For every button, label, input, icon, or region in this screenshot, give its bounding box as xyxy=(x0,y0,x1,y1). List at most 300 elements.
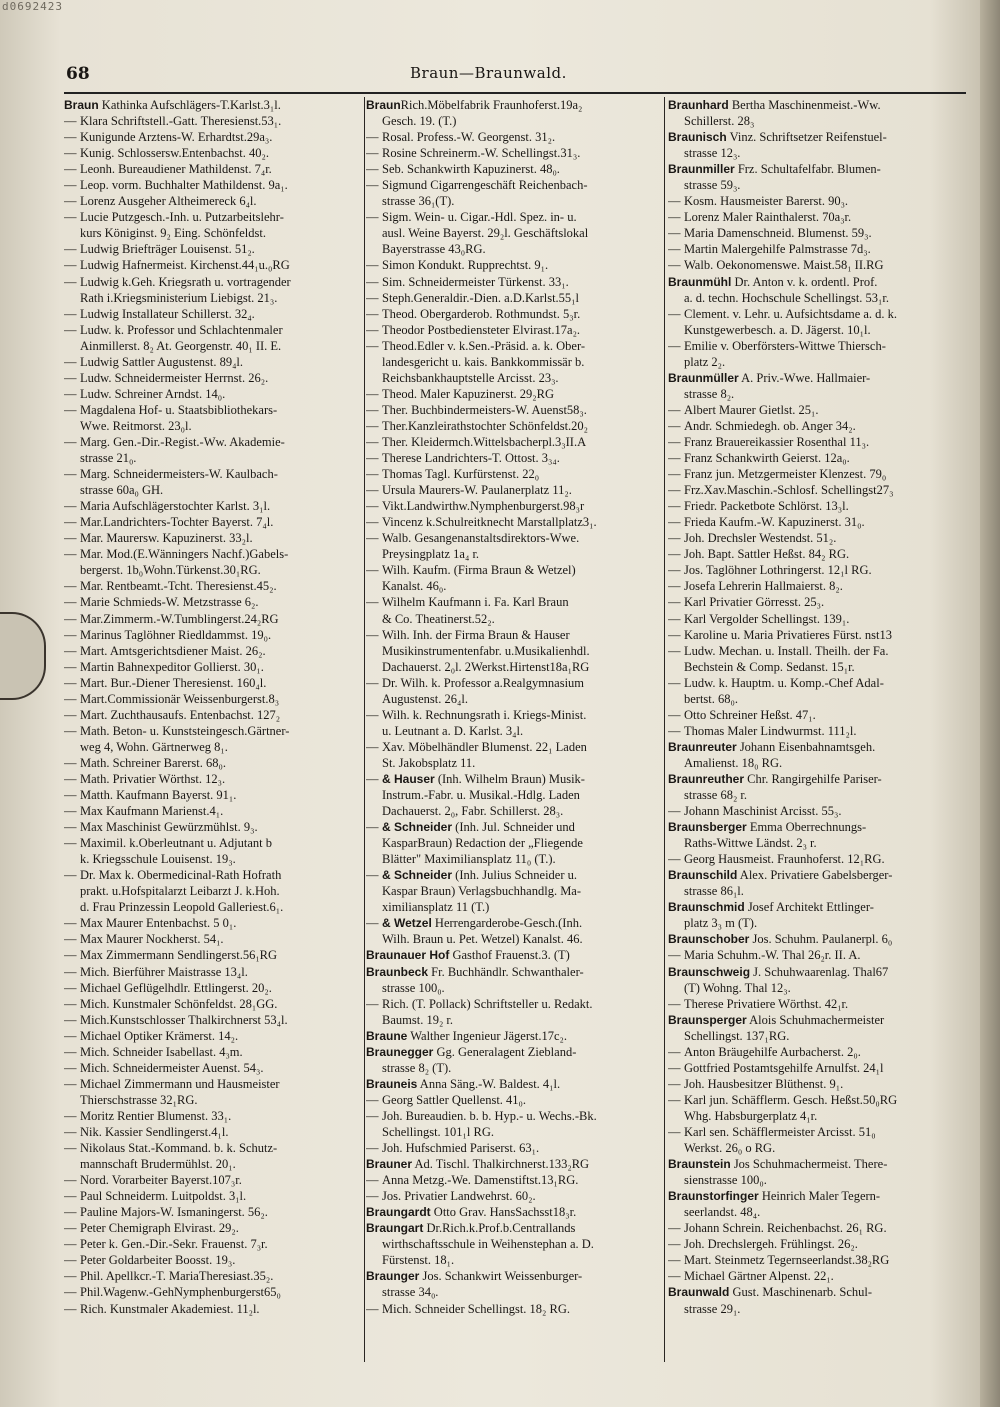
ditto-dash: — xyxy=(668,547,681,562)
scan-serial: d0692423 xyxy=(2,0,63,13)
entry-text: Nik. Kassier Sendlingerst.4₁l. xyxy=(80,1125,229,1139)
directory-entry xyxy=(668,578,966,594)
ditto-dash: — xyxy=(64,627,77,642)
directory-entry xyxy=(64,835,362,851)
ditto-dash: — xyxy=(64,1173,77,1188)
entry-text: Walb. Oekonomenswe. Maist.58₁ II.RG xyxy=(684,258,884,273)
entry-continuation: k. Kriegsschule Louisenst. 19₃. xyxy=(80,852,236,867)
entry-text: Ludw. Schreiner Arndst. 14₀. xyxy=(80,386,226,401)
entry-text: Steph.Generaldir.-Dien. a.D.Karlst.55₁l xyxy=(382,290,580,305)
directory-entry xyxy=(64,1124,362,1140)
entry-text: Mar. Mod.(E.Wänningers Nachf.)Gabels- xyxy=(80,547,289,562)
directory-entry xyxy=(668,1092,966,1108)
ditto-dash: — xyxy=(64,788,77,803)
ditto-dash: — xyxy=(668,434,681,449)
directory-entry xyxy=(366,771,664,787)
entry-text: Therese Privatiere Wörthst. 42₁r. xyxy=(684,996,849,1011)
ditto-dash: — xyxy=(668,563,681,578)
entry-text: Simon Kondukt. Rupprechtst. 9₁. xyxy=(382,258,549,273)
entry-text: Gottfried Postamtsgehilfe Arnulfst. 24₁l xyxy=(684,1060,884,1075)
entry-text: Heinrich Maler Tegern- xyxy=(758,1189,881,1204)
directory-entry xyxy=(366,1092,664,1108)
ditto-dash: — xyxy=(366,916,379,931)
directory-entry xyxy=(668,771,966,787)
directory-entry xyxy=(64,530,362,546)
entry-text: Franz Schankwirth Geierst. 12a₀. xyxy=(684,451,850,466)
directory-entry xyxy=(366,97,664,113)
entry-continuation: seerlandst. 48₄. xyxy=(684,1205,761,1220)
ditto-dash: — xyxy=(64,178,77,193)
ditto-dash: — xyxy=(366,483,379,498)
entry-continuation: Thierschstrasse 32₁RG. xyxy=(80,1092,198,1107)
ditto-dash: — xyxy=(64,306,77,321)
directory-entry xyxy=(668,819,966,835)
entry-text: Walther Ingenieur Jägerst.17c₂. xyxy=(407,1028,568,1043)
entry-text: Mich. Schneider Schellingst. 18₂ RG. xyxy=(382,1301,571,1316)
directory-entry xyxy=(64,498,362,514)
entry-text: Mich. Schneidermeister Auenst. 54₃. xyxy=(80,1060,264,1075)
ditto-dash: — xyxy=(64,354,77,369)
ditto-dash: — xyxy=(64,515,77,530)
directory-entry xyxy=(366,1301,664,1317)
entry-continuation: Raths-Wittwe Ländst. 2₃ r. xyxy=(684,836,817,851)
ditto-dash: — xyxy=(668,451,681,466)
entry-continuation: Bayerstrasse 43₀RG. xyxy=(382,242,486,257)
entry-continuation: Kanalst. 46₀. xyxy=(382,579,447,594)
directory-entry xyxy=(64,1060,362,1076)
ditto-dash: — xyxy=(366,338,379,353)
entry-continuation: Schellingst. 137₁RG. xyxy=(684,1028,790,1043)
directory-entry xyxy=(668,338,966,354)
ditto-dash: — xyxy=(64,1044,77,1059)
directory-entry xyxy=(64,771,362,787)
entry-continuation: wirthschaftsschule in Weihenstephan a. D. xyxy=(382,1237,594,1252)
ditto-dash: — xyxy=(366,1173,379,1188)
entry-text: Rich. Kunstmaler Akademiest. 11₂l. xyxy=(80,1301,260,1316)
directory-entry xyxy=(366,562,664,578)
ditto-dash: — xyxy=(64,1253,77,1268)
ditto-dash: — xyxy=(64,723,77,738)
entry-text: Wilhelm Kaufmann i. Fa. Karl Braun xyxy=(382,595,569,610)
ditto-dash: — xyxy=(668,996,681,1011)
directory-entry xyxy=(366,1156,664,1172)
ditto-dash: — xyxy=(366,627,379,642)
entry-text: Vincenz k.Schulreitknecht Marstallplatz3₁. xyxy=(382,515,597,530)
column-divider xyxy=(664,97,665,1362)
directory-entry xyxy=(64,659,362,675)
directory-entry xyxy=(366,594,664,610)
entry-text: Johann Schrein. Reichenbachst. 26₁ RG. xyxy=(684,1221,887,1236)
directory-entry xyxy=(668,1124,966,1140)
ditto-dash: — xyxy=(64,499,77,514)
entry-continuation: Preysingplatz 1a₄ r. xyxy=(382,547,480,562)
directory-entry xyxy=(64,177,362,193)
directory-entry xyxy=(64,274,362,290)
surname: Braunschild xyxy=(668,868,738,883)
ditto-dash: — xyxy=(366,434,379,449)
directory-entry xyxy=(668,482,966,498)
ditto-dash: — xyxy=(366,820,379,835)
ditto-dash: — xyxy=(64,691,77,706)
directory-entry xyxy=(366,161,664,177)
ditto-dash: — xyxy=(64,242,77,257)
ditto-dash: — xyxy=(366,386,379,401)
ditto-dash: — xyxy=(64,595,77,610)
directory-entry xyxy=(668,611,966,627)
directory-entry xyxy=(366,338,664,354)
directory-entry xyxy=(64,241,362,257)
entry-continuation: Musikinstrumentenfabr. u.Musikalienhdl. xyxy=(382,643,590,658)
directory-entry xyxy=(64,161,362,177)
surname: Braunger xyxy=(366,1269,420,1284)
entry-text: Alois Schuhmachermeister xyxy=(746,1012,885,1027)
ditto-dash: — xyxy=(64,467,77,482)
directory-entry xyxy=(64,691,362,707)
entry-text: Anton Bräugehilfe Aurbacherst. 2₀. xyxy=(684,1044,861,1059)
directory-entry xyxy=(64,97,362,113)
entry-text: Alex. Privatiere Gabelsberger- xyxy=(737,868,893,883)
entry-text: Otto Grav. HansSachsst18₃r. xyxy=(430,1205,577,1220)
directory-entry xyxy=(366,707,664,723)
entry-continuation: d. Frau Prinzessin Leopold Galleriest.6₁. xyxy=(80,900,284,915)
directory-entry xyxy=(668,867,966,883)
ditto-dash: — xyxy=(668,1237,681,1252)
surname: Braunreuter xyxy=(668,739,737,754)
entry-continuation: Fürstenst. 18₁. xyxy=(382,1253,455,1268)
ditto-dash: — xyxy=(366,274,379,289)
entry-text: Jos Schuhmachermeist. There- xyxy=(730,1157,888,1172)
entry-text: Joh. Drechslergeh. Frühlingst. 26₂. xyxy=(684,1237,858,1252)
directory-entry xyxy=(668,498,966,514)
directory-entry xyxy=(668,643,966,659)
ditto-dash: — xyxy=(64,402,77,417)
entry-text: Therese Landrichters-T. Ottost. 3₃₄. xyxy=(382,451,560,466)
ditto-dash: — xyxy=(64,130,77,145)
directory-entry xyxy=(64,627,362,643)
entry-text: Jos. Schankwirt Weissenburger- xyxy=(419,1269,583,1284)
directory-entry xyxy=(64,723,362,739)
directory-entry xyxy=(668,803,966,819)
ditto-dash: — xyxy=(64,274,77,289)
directory-entry xyxy=(668,161,966,177)
directory-entry xyxy=(366,290,664,306)
surname: Braunauer Hof xyxy=(366,948,450,963)
entry-text: Friedr. Packetbote Schlörst. 13₃l. xyxy=(684,499,849,514)
entry-text: Michael Optiker Krämerst. 14₂. xyxy=(80,1028,239,1043)
entry-continuation: platz 3₃ m (T). xyxy=(684,916,758,931)
ditto-dash: — xyxy=(366,771,379,786)
entry-text: Ludw. Schneidermeister Herrnst. 26₂. xyxy=(80,370,269,385)
ditto-dash: — xyxy=(64,643,77,658)
entry-text: Theod.Edler v. k.Sen.-Präsid. a. k. Ober- xyxy=(382,338,586,353)
directory-entry xyxy=(64,354,362,370)
directory-entry xyxy=(64,1284,362,1300)
entry-text: Martin Malergehilfe Palmstrasse 7d₃. xyxy=(684,242,871,257)
ditto-dash: — xyxy=(668,499,681,514)
directory-entry xyxy=(366,306,664,322)
ditto-dash: — xyxy=(64,547,77,562)
entry-continuation: strasse 86₁l. xyxy=(684,884,744,899)
ditto-dash: — xyxy=(366,130,379,145)
entry-text: Joh. Hausbesitzer Blüthenst. 9₁. xyxy=(684,1076,844,1091)
ditto-dash: — xyxy=(366,258,379,273)
entry-text: Mich. Bierführer Maistrasse 13₄l. xyxy=(80,964,248,979)
surname: Braune xyxy=(366,1028,408,1043)
ditto-dash: — xyxy=(668,1269,681,1284)
directory-entry xyxy=(64,1220,362,1236)
surname: Braunisch xyxy=(668,130,727,145)
ditto-dash: — xyxy=(366,868,379,883)
directory-entry xyxy=(366,274,664,290)
ditto-dash: — xyxy=(366,1108,379,1123)
surname: Braungart xyxy=(366,1221,424,1236)
directory-entry xyxy=(668,193,966,209)
directory-entry xyxy=(64,514,362,530)
entry-text: Martin Bahnexpeditor Gollierst. 30₁. xyxy=(80,659,264,674)
directory-entry xyxy=(668,594,966,610)
entry-text: Leop. vorm. Buchhalter Mathildenst. 9a₁. xyxy=(80,178,288,193)
entry-text: Maria Aufschlägerstochter Karlst. 3₁l. xyxy=(80,499,271,514)
ditto-dash: — xyxy=(64,916,77,931)
entry-text: Gasthof Frauenst.3. (T) xyxy=(449,948,570,963)
entry-continuation: bertst. 68₀. xyxy=(684,691,739,706)
ditto-dash: — xyxy=(366,402,379,417)
directory-entry xyxy=(366,1028,664,1044)
entry-text: Georg Sattler Quellenst. 41₀. xyxy=(382,1092,527,1107)
ditto-dash: — xyxy=(64,611,77,626)
ditto-dash: — xyxy=(64,707,77,722)
directory-entry xyxy=(64,1076,362,1092)
ditto-dash: — xyxy=(366,595,379,610)
entry-text: (Inh. Julius Schneider u. xyxy=(452,868,578,883)
ditto-dash: — xyxy=(366,146,379,161)
entry-continuation: Kaspar Braun) Verlagsbuchhandlg. Ma- xyxy=(382,884,582,899)
entry-text: Dr. Wilh. k. Professor a.Realgymnasium xyxy=(382,675,585,690)
entry-continuation: Reichsbankhauptstelle Arcisst. 23₃. xyxy=(382,370,559,385)
directory-entry xyxy=(668,257,966,273)
entry-continuation: Wilh. Braun u. Pet. Wetzel) Kanalst. 46. xyxy=(382,932,583,947)
entry-text: Dr.Rich.k.Prof.b.Centrallands xyxy=(423,1221,576,1236)
directory-entry xyxy=(668,241,966,257)
directory-entry xyxy=(366,915,664,931)
ditto-dash: — xyxy=(366,675,379,690)
directory-entry xyxy=(668,1284,966,1300)
entry-continuation: mannschaft Brudermühlst. 20₁. xyxy=(80,1157,236,1172)
entry-continuation: Schillerst. 28₃ xyxy=(684,114,755,129)
ditto-dash: — xyxy=(64,771,77,786)
ditto-dash: — xyxy=(366,707,379,722)
entry-text: Ludw. k. Hauptm. u. Komp.-Chef Adal- xyxy=(684,675,884,690)
entry-text: Xav. Möbelhändler Blumenst. 22₁ Laden xyxy=(382,739,587,754)
ditto-dash: — xyxy=(64,820,77,835)
entry-continuation: Bechstein & Comp. Sedanst. 15₁r. xyxy=(684,659,855,674)
directory-entry xyxy=(64,819,362,835)
entry-text: Thomas Tagl. Kurfürstenst. 22₀ xyxy=(382,467,540,482)
directory-entry xyxy=(366,434,664,450)
directory-entry xyxy=(366,1204,664,1220)
entry-continuation: Whg. Habsburgerplatz 4₁r. xyxy=(684,1108,818,1123)
directory-entry xyxy=(64,707,362,723)
directory-entry xyxy=(366,867,664,883)
entry-continuation: Ainmillerst. 8₂ At. Georgenstr. 40₁ II. E. xyxy=(80,338,282,353)
directory-entry xyxy=(64,867,362,883)
entry-text: Marg. Gen.-Dir.-Regist.-Ww. Akademie- xyxy=(80,434,285,449)
ditto-dash: — xyxy=(668,226,681,241)
ditto-dash: — xyxy=(64,1012,77,1027)
entry-text: Josef Architekt Ettlinger- xyxy=(744,900,874,915)
entry-text: Mar. Maurersw. Kapuzinerst. 33₂l. xyxy=(80,531,253,546)
entry-continuation: ausl. Weine Bayerst. 29₂l. Geschäftslokal xyxy=(382,226,589,241)
surname: Braunstein xyxy=(668,1157,731,1172)
entry-text: Ursula Maurers-W. Paulanerplatz 11₂. xyxy=(382,483,572,498)
entry-text: Max Zimmermann Sendlingerst.56₁RG xyxy=(80,948,278,963)
entry-text: Ludwig Sattler Augustenst. 89₄l. xyxy=(80,354,244,369)
ditto-dash: — xyxy=(668,402,681,417)
surname: Braunstorfinger xyxy=(668,1189,759,1204)
entry-continuation: strasse 60a₀ GH. xyxy=(80,483,164,498)
ditto-dash: — xyxy=(366,996,379,1011)
directory-entry xyxy=(64,643,362,659)
entry-text: Wilh. Inh. der Firma Braun & Hauser xyxy=(382,627,570,642)
entry-text: Nord. Vorarbeiter Bayerst.107₃r. xyxy=(80,1173,242,1188)
entry-continuation: a. d. techn. Hochschule Schellingst. 53₁r. xyxy=(684,290,890,305)
entry-text: Rich.Möbelfabrik Fraunhoferst.19a₂ xyxy=(400,98,583,112)
entry-text: Math. Beton- u. Kunststeingesch.Gärtner- xyxy=(80,723,290,738)
entry-text: Lorenz Ausgeher Altheimereck 6₄l. xyxy=(80,194,257,209)
ditto-dash: — xyxy=(64,531,77,546)
ditto-dash: — xyxy=(64,258,77,273)
entry-text: Michael Geflügelhdlr. Ettlingerst. 20₂. xyxy=(80,980,272,995)
ditto-dash: — xyxy=(64,162,77,177)
entry-text: Karoline u. Maria Privatieres Fürst. nst13 xyxy=(684,627,892,642)
entry-text: Emma Oberrechnungs- xyxy=(746,820,867,835)
header-rule xyxy=(64,92,966,94)
entry-text: Ther. Kleidermch.Wittelsbacherpl.3₃II.A xyxy=(382,434,587,449)
directory-column-3 xyxy=(668,97,966,1362)
ditto-dash: — xyxy=(668,338,681,353)
surname: Braunmühl xyxy=(668,274,732,289)
entry-text: Fr. Buchhändlr. Schwanthaler- xyxy=(428,964,584,979)
entry-text: Rosal. Profess.-W. Georgenst. 31₂. xyxy=(382,130,556,145)
surname: Braunmüller xyxy=(668,370,739,385)
entry-text: Math. Privatier Wörthst. 12₃. xyxy=(80,771,226,786)
ditto-dash: — xyxy=(64,386,77,401)
ditto-dash: — xyxy=(668,1060,681,1075)
entry-text: Gust. Maschinenarb. Schul- xyxy=(729,1285,873,1300)
entry-continuation: Instrum.-Fabr. u. Musikal.-Hdlg. Laden xyxy=(382,788,580,803)
entry-continuation: strasse 100₀. xyxy=(382,980,445,995)
ditto-dash: — xyxy=(668,595,681,610)
entry-continuation: landesgericht u. kais. Bankkommissär b. xyxy=(382,354,585,369)
surname: Braunschober xyxy=(668,932,750,947)
entry-text: Pauline Majors-W. Ismaningerst. 56₂. xyxy=(80,1205,268,1220)
entry-text: Marg. Schneidermeisters-W. Kaulbach- xyxy=(80,467,278,482)
entry-text: Dr. Anton v. k. ordentl. Prof. xyxy=(731,274,878,289)
directory-entry xyxy=(668,466,966,482)
directory-entry xyxy=(366,627,664,643)
entry-text: Magdalena Hof- u. Staatsbibliothekars- xyxy=(80,402,278,417)
ditto-dash: — xyxy=(64,1285,77,1300)
entry-text: Mart.Commissionär Weissenburgerst.8₃ xyxy=(80,691,280,706)
surname: Braunhard xyxy=(668,98,729,112)
directory-entry xyxy=(668,723,966,739)
surname: & Schneider xyxy=(382,820,453,835)
entry-continuation: Dachauerst. 2₀l. 2Werkst.Hirtenst18a₁RG xyxy=(382,659,590,674)
surname: Braun xyxy=(64,98,99,112)
entry-text: Frz.Xav.Maschin.-Schlosf. Schellingst27₃ xyxy=(684,483,894,498)
ditto-dash: — xyxy=(64,194,77,209)
facing-page-edge xyxy=(980,0,1000,1407)
entry-text: Mart. Zuchthausaufs. Entenbachst. 127₂ xyxy=(80,707,281,722)
directory-entry xyxy=(668,1044,966,1060)
entry-text: Ludwig k.Geh. Kriegsrath u. vortragender xyxy=(80,274,291,289)
entry-text: Karl Vergolder Schellingst. 139₁. xyxy=(684,611,850,626)
directory-entry xyxy=(64,145,362,161)
directory-entry xyxy=(366,947,664,963)
directory-entry xyxy=(64,209,362,225)
directory-entry xyxy=(366,1076,664,1092)
ditto-dash: — xyxy=(366,322,379,337)
directory-entry xyxy=(366,498,664,514)
entry-text: Mart. Bur.-Diener Theresienst. 160₄l. xyxy=(80,675,267,690)
directory-entry xyxy=(366,129,664,145)
entry-text: Sigm. Wein- u. Cigar.-Hdl. Spez. in- u. xyxy=(382,210,577,225)
surname: & Hauser xyxy=(382,771,435,786)
entry-continuation: KasparBraun) Redaction der „Fliegende xyxy=(382,836,583,851)
entry-text: Mar.Landrichters-Tochter Bayerst. 7₄l. xyxy=(80,515,274,530)
surname: Braunmiller xyxy=(668,162,735,177)
ditto-dash: — xyxy=(668,194,681,209)
ditto-dash: — xyxy=(64,1108,77,1123)
entry-text: Peter Chemigraph Elvirast. 29₂. xyxy=(80,1221,239,1236)
binding-clip xyxy=(0,612,46,700)
ditto-dash: — xyxy=(366,531,379,546)
entry-text: Max Maschinist Gewürzmühlst. 9₃. xyxy=(80,820,258,835)
entry-text: Paul Schneiderm. Luitpoldst. 3₁l. xyxy=(80,1189,247,1204)
entry-text: Sim. Schneidermeister Türkenst. 33₁. xyxy=(382,274,569,289)
entry-text: Jos. Privatier Landwehrst. 60₂. xyxy=(382,1189,536,1204)
entry-continuation: Rath i.Kriegsministerium Liebigst. 21₃. xyxy=(80,290,278,305)
directory-entry xyxy=(366,675,664,691)
directory-entry xyxy=(366,209,664,225)
entry-text: Albert Maurer Gietlst. 25₁. xyxy=(684,402,819,417)
directory-entry xyxy=(668,418,966,434)
entry-text: Walb. Gesangenanstaltsdirektors-Wwe. xyxy=(382,531,580,546)
directory-entry xyxy=(366,386,664,402)
entry-text: Karl sen. Schäfflermeister Arcisst. 51₀ xyxy=(684,1125,876,1139)
entry-text: Sigmund Cigarrengeschäft Reichenbach- xyxy=(382,178,588,193)
surname: Braunsperger xyxy=(668,1012,747,1027)
entry-text: Otto Schreiner Heßst. 47₁. xyxy=(684,707,816,722)
ditto-dash: — xyxy=(366,451,379,466)
ditto-dash: — xyxy=(668,643,681,658)
entry-continuation: St. Jakobsplatz 11. xyxy=(382,755,476,770)
directory-entry xyxy=(668,1252,966,1268)
ditto-dash: — xyxy=(64,996,77,1011)
entry-continuation: strasse 34₀. xyxy=(382,1285,439,1300)
ditto-dash: — xyxy=(64,322,77,337)
ditto-dash: — xyxy=(668,723,681,738)
directory-entry xyxy=(366,514,664,530)
entry-text: Wilh. k. Rechnungsrath i. Kriegs-Minist. xyxy=(382,707,587,722)
entry-text: A. Priv.-Wwe. Hallmaier- xyxy=(738,370,871,385)
entry-text: Karl Privatier Görresst. 25₃. xyxy=(684,595,825,610)
surname: Braunegger xyxy=(366,1044,434,1059)
surname: Braunreuther xyxy=(668,771,745,786)
entry-text: Jos. Schuhm. Paulanerpl. 6₀ xyxy=(749,932,893,947)
surname: Braunschmid xyxy=(668,900,745,915)
entry-text: Nikolaus Stat.-Kommand. b. k. Schutz- xyxy=(80,1141,278,1156)
